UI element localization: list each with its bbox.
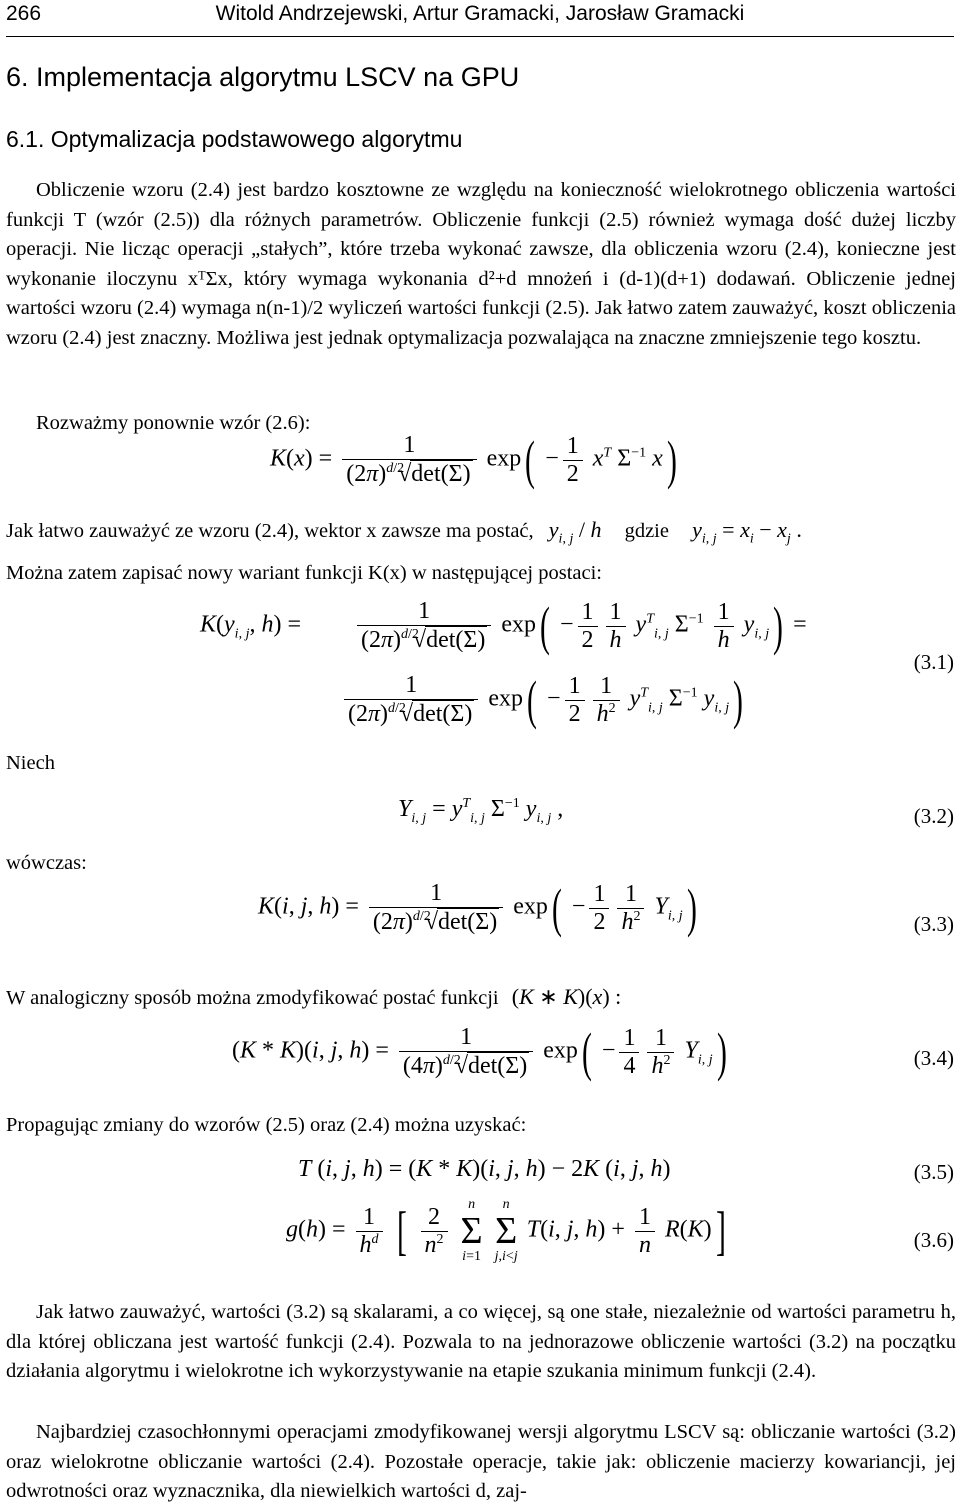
equation-2-6: K(x) = $\frac{1}{(2\pi)^{d/2} √ \det(\Sigma)}$ exp( − $\frac{1}{2}$ $x^T$ $\Sigma^{-1}$ x): [270, 432, 681, 488]
subsection-title: 6.1. Optymalizacja podstawowego algorytmu: [6, 126, 463, 152]
equation-number-3-1: (3.1): [913, 650, 954, 674]
header-rule: [6, 36, 954, 37]
equation-3-3: K(i, j, h) = $\frac{1}{(2\pi)^{d/2} √ \det(\Sigma)}$ exp( − $\frac{1}{2}$ $\frac{1}{h^2}$ $Y_{i, j}$): [258, 880, 701, 936]
equation-3-4: (K * K)(i, j, h) = $\frac{1}{(4\pi)^{d/2} √ \det(\Sigma)}$ exp( − $\frac{1}{4}$ $\frac{1}{h^2}$ $Y_{i, j}$): [232, 1024, 731, 1080]
equation-3-1-row1: $K(y_{i, j}$, h) = $\frac{1}{(2\pi)^{d/2} √ \det(\Sigma)}$ exp( − $\frac{1}{2}$ $\frac{1}{h}$ $y^T_{i, j}$ $\Sigma^{-1}$ $\frac{1}{h}$ $y_{i, j}$) =: [200, 598, 807, 654]
equation-number-3-2: (3.2): [913, 804, 954, 828]
line-wektor-text: Jak łatwo zauważyć ze wzoru (2.4), wektor x zawsze ma postać,: [6, 520, 534, 542]
paragraph-skalary: [6, 1298, 956, 1387]
line-propagujac: Propagując zmiany do wzorów (2.5) oraz (2.4) można uzyskać:: [6, 1114, 527, 1136]
running-header-authors: Witold Andrzejewski, Artur Gramacki, Jarosław Gramacki: [215, 2, 745, 25]
paragraph-intro: [6, 176, 956, 353]
equation-number-3-6: (3.6): [913, 1228, 954, 1252]
expr-y-def: $y_{i, j} = x_i - x_j$ .: [692, 517, 802, 547]
line-analogiczny: [6, 984, 621, 1010]
paragraph-intro-text: Obliczenie wzoru (2.4) jest bardzo kosztowne ze względu na konieczność wielokrotnego obliczenia wartości funkcji T (wzór (2.5)) dla różnych parametrów. Obliczenie funkcji (2.5) również wymaga dość dużej liczby operacji. Nie licząc operacji „stałych”, które trzeba wykonać zawsze, dla obliczenia wzoru (2.4), konieczne jest wykonanie iloczynu xᵀΣx, który wymaga wykonania d²+d mnożeń i (d-1)(d+1) dodawań. Obliczenie jednej wartości wzoru (2.4) wymaga n(n-1)/2 wyliczeń wartości funkcji (2.5). Jak łatwo zatem zauważyć, koszt obliczenia wzoru (2.4) jest znaczny. Możliwa jest jednak optymalizacja pozwalająca na znaczne zmniejszenie tego kosztu.: [6, 179, 956, 349]
equation-3-2: $Y_{i, j} = y^T_{i, j}$ $\Sigma^{-1}$ $y_{i, j}$ ,: [398, 796, 564, 826]
equation-number-3-4: (3.4): [913, 1046, 954, 1070]
line-mozna: Można zatem zapisać nowy wariant funkcji K(x) w następującej postaci:: [6, 562, 602, 584]
expr-y-over-h: $y_{i, j}$ / h: [548, 517, 602, 547]
paragraph-skalary-text: Jak łatwo zauważyć, wartości (3.2) są skalarami, a co więcej, są one stałe, niezależnie od wartości parametru h, dla której obliczana jest wartość funkcji (2.4). Pozwala to na jednorazowe obliczenie wartości (3.2) na początku działania algorytmu i wielokrotne ich wykorzystywanie na etapie szukania minimum funkcji (2.4).: [6, 1301, 956, 1382]
paragraph-rozwazmy: Rozważmy ponownie wzór (2.6):: [36, 412, 311, 434]
section-title: 6. Implementacja algorytmu LSCV na GPU: [6, 62, 520, 92]
line-wektor: [6, 517, 802, 547]
label-niech: Niech: [6, 752, 55, 774]
line-analogiczny-text: W analogiczny sposób można zmodyfikować postać funkcji: [6, 987, 499, 1009]
running-header: [6, 2, 954, 36]
equation-number-3-5: (3.5): [913, 1160, 954, 1184]
label-wowczas: wówczas:: [6, 852, 87, 874]
paragraph-najbardziej-text: Najbardziej czasochłonnymi operacjami zmodyfikowanej wersji algorytmu LSCV są: obliczanie wartości (3.2) oraz wielokrotne obliczanie wartości (2.4). Pozostałe operacje, takie jak: obliczenie macierzy kowariancji, jej odwrotności oraz wyznacznika, dla niewielkich wartości d, zaj-: [6, 1421, 956, 1502]
equation-3-6: g(h) = $\frac{1}{h^d}$ [ $\frac{2}{n^2}$ n Σ i=1 n Σ j,i<j T(i, j, h) + $\frac{1}{n}$ R(K)]: [286, 1197, 726, 1264]
equation-number-3-3: (3.3): [913, 912, 954, 936]
word-gdzie: gdzie: [624, 520, 669, 542]
equation-3-5: T (i, j, h) = (K * K)(i, j, h) − 2K (i, j, h): [298, 1156, 671, 1182]
page-number: 266: [6, 2, 42, 25]
equation-3-1-row2: $\frac{1}{(2\pi)^{d/2} √ \det(\Sigma)}$ exp( − $\frac{1}{2}$ $\frac{1}{h^2}$ $y^T_{i, j}$ $\Sigma^{-1}$ $y_{i, j}$): [340, 672, 747, 728]
paragraph-najbardziej: [6, 1418, 956, 1507]
expr-kk: (K ∗ K)(x) :: [511, 984, 622, 1009]
